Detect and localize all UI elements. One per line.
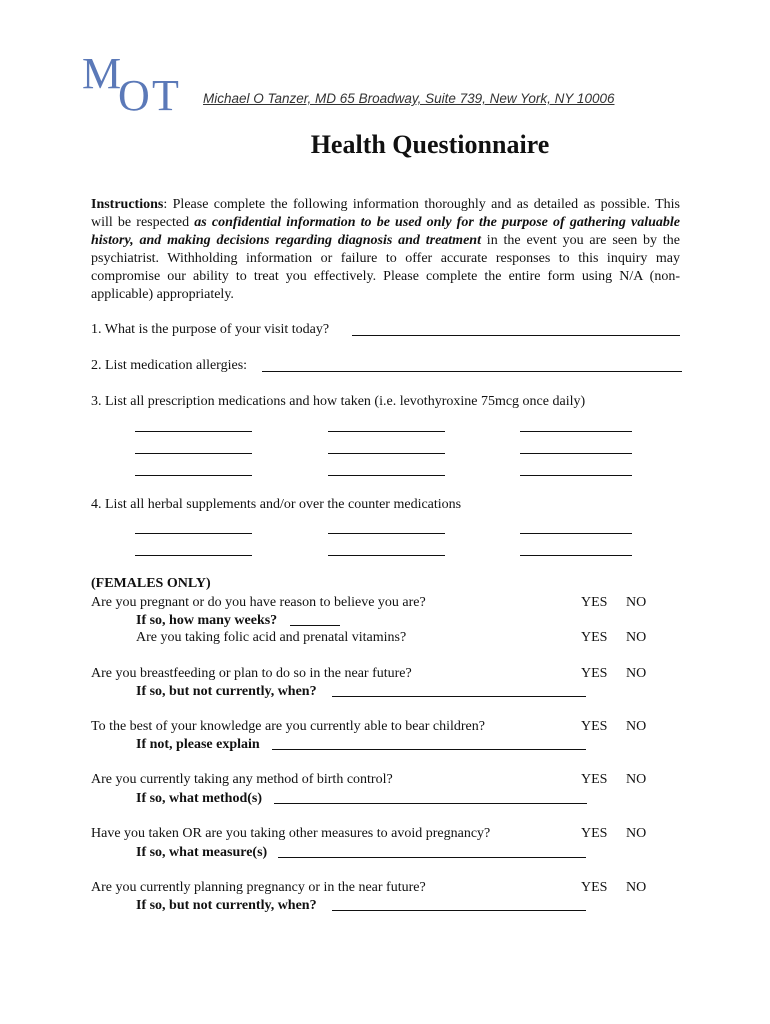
question-1-answer-line[interactable] [352, 335, 680, 336]
planning-pregnancy-question: Are you currently planning pregnancy or in the near future? [91, 880, 426, 895]
yes-option[interactable]: YES [581, 630, 608, 645]
weeks-subquestion: If so, how many weeks? [136, 613, 278, 628]
instructions-text-1: : Please complete the following information thoroughly and as detailed as possible. This will be respected [91, 197, 680, 230]
question-3-answer-line[interactable] [328, 475, 445, 476]
instructions-text-2: in the event you are seen by the psychiatrist. Withholding information or failure to offer accurate responses to this inquiry may compromise our ability to treat you effectively. Please complete the entire form using N/A (non-applicable) appropriately. [91, 233, 680, 302]
no-option[interactable]: NO [626, 630, 647, 645]
breastfeeding-when-subquestion: If so, but not currently, when? [136, 684, 317, 699]
explain-subquestion: If not, please explain [136, 737, 260, 752]
pregnant-question: Are you pregnant or do you have reason to believe you are? [91, 595, 426, 610]
instructions [91, 196, 680, 304]
question-4-answer-line[interactable] [135, 555, 252, 556]
yes-option[interactable]: YES [581, 595, 608, 610]
explain-answer-line[interactable] [272, 749, 586, 750]
question-1: 1. What is the purpose of your visit today? [91, 322, 330, 337]
instructions-emphasis: as confidential information to be used only for the purpose of gathering valuable history, and making decisions regarding diagnosis and treatment [91, 215, 680, 248]
no-option[interactable]: NO [626, 666, 647, 681]
bear-children-question: To the best of your knowledge are you currently able to bear children? [91, 719, 485, 734]
question-3-answer-line[interactable] [328, 431, 445, 432]
measure-subquestion: If so, what measure(s) [136, 845, 268, 860]
planning-when-answer-line[interactable] [332, 910, 586, 911]
folic-acid-question: Are you taking folic acid and prenatal vitamins? [136, 630, 407, 645]
yes-option[interactable]: YES [581, 826, 608, 841]
no-option[interactable]: NO [626, 826, 647, 841]
measure-answer-line[interactable] [278, 857, 586, 858]
question-3-answer-line[interactable] [520, 431, 632, 432]
yes-option[interactable]: YES [581, 880, 608, 895]
question-3-answer-line[interactable] [520, 453, 632, 454]
question-4-answer-line[interactable] [328, 555, 445, 556]
question-4-answer-line[interactable] [135, 533, 252, 534]
breastfeeding-question: Are you breastfeeding or plan to do so in the near future? [91, 666, 412, 681]
breastfeeding-when-answer-line[interactable] [332, 696, 586, 697]
no-option[interactable]: NO [626, 772, 647, 787]
question-2: 2. List medication allergies: [91, 358, 248, 373]
question-3-answer-line[interactable] [520, 475, 632, 476]
question-3-answer-line[interactable] [328, 453, 445, 454]
question-4-answer-line[interactable] [328, 533, 445, 534]
avoid-pregnancy-question: Have you taken OR are you taking other measures to avoid pregnancy? [91, 826, 491, 841]
planning-when-subquestion: If so, but not currently, when? [136, 898, 317, 913]
page-title: Health Questionnaire [310, 130, 550, 159]
question-3-answer-line[interactable] [135, 453, 252, 454]
question-3-answer-line[interactable] [135, 475, 252, 476]
weeks-answer-line[interactable] [290, 625, 340, 626]
method-answer-line[interactable] [274, 803, 587, 804]
question-3: 3. List all prescription medications and how taken (i.e. levothyroxine 75mcg once daily) [91, 394, 586, 409]
practice-address: Michael O Tanzer, MD 65 Broadway, Suite 739, New York, NY 10006 [203, 91, 615, 106]
question-2-answer-line[interactable] [262, 371, 682, 372]
instructions-label: Instructions [91, 197, 164, 212]
question-4-answer-line[interactable] [520, 533, 632, 534]
mot-logo: M O T [82, 49, 179, 120]
yes-option[interactable]: YES [581, 719, 608, 734]
birth-control-question: Are you currently taking any method of birth control? [91, 772, 393, 787]
no-option[interactable]: NO [626, 880, 647, 895]
no-option[interactable]: NO [626, 719, 647, 734]
no-option[interactable]: NO [626, 595, 647, 610]
females-only-heading: (FEMALES ONLY) [91, 576, 211, 591]
question-3-answer-line[interactable] [135, 431, 252, 432]
method-subquestion: If so, what method(s) [136, 791, 262, 806]
question-4-answer-line[interactable] [520, 555, 632, 556]
question-4: 4. List all herbal supplements and/or over the counter medications [91, 497, 462, 512]
yes-option[interactable]: YES [581, 666, 608, 681]
yes-option[interactable]: YES [581, 772, 608, 787]
